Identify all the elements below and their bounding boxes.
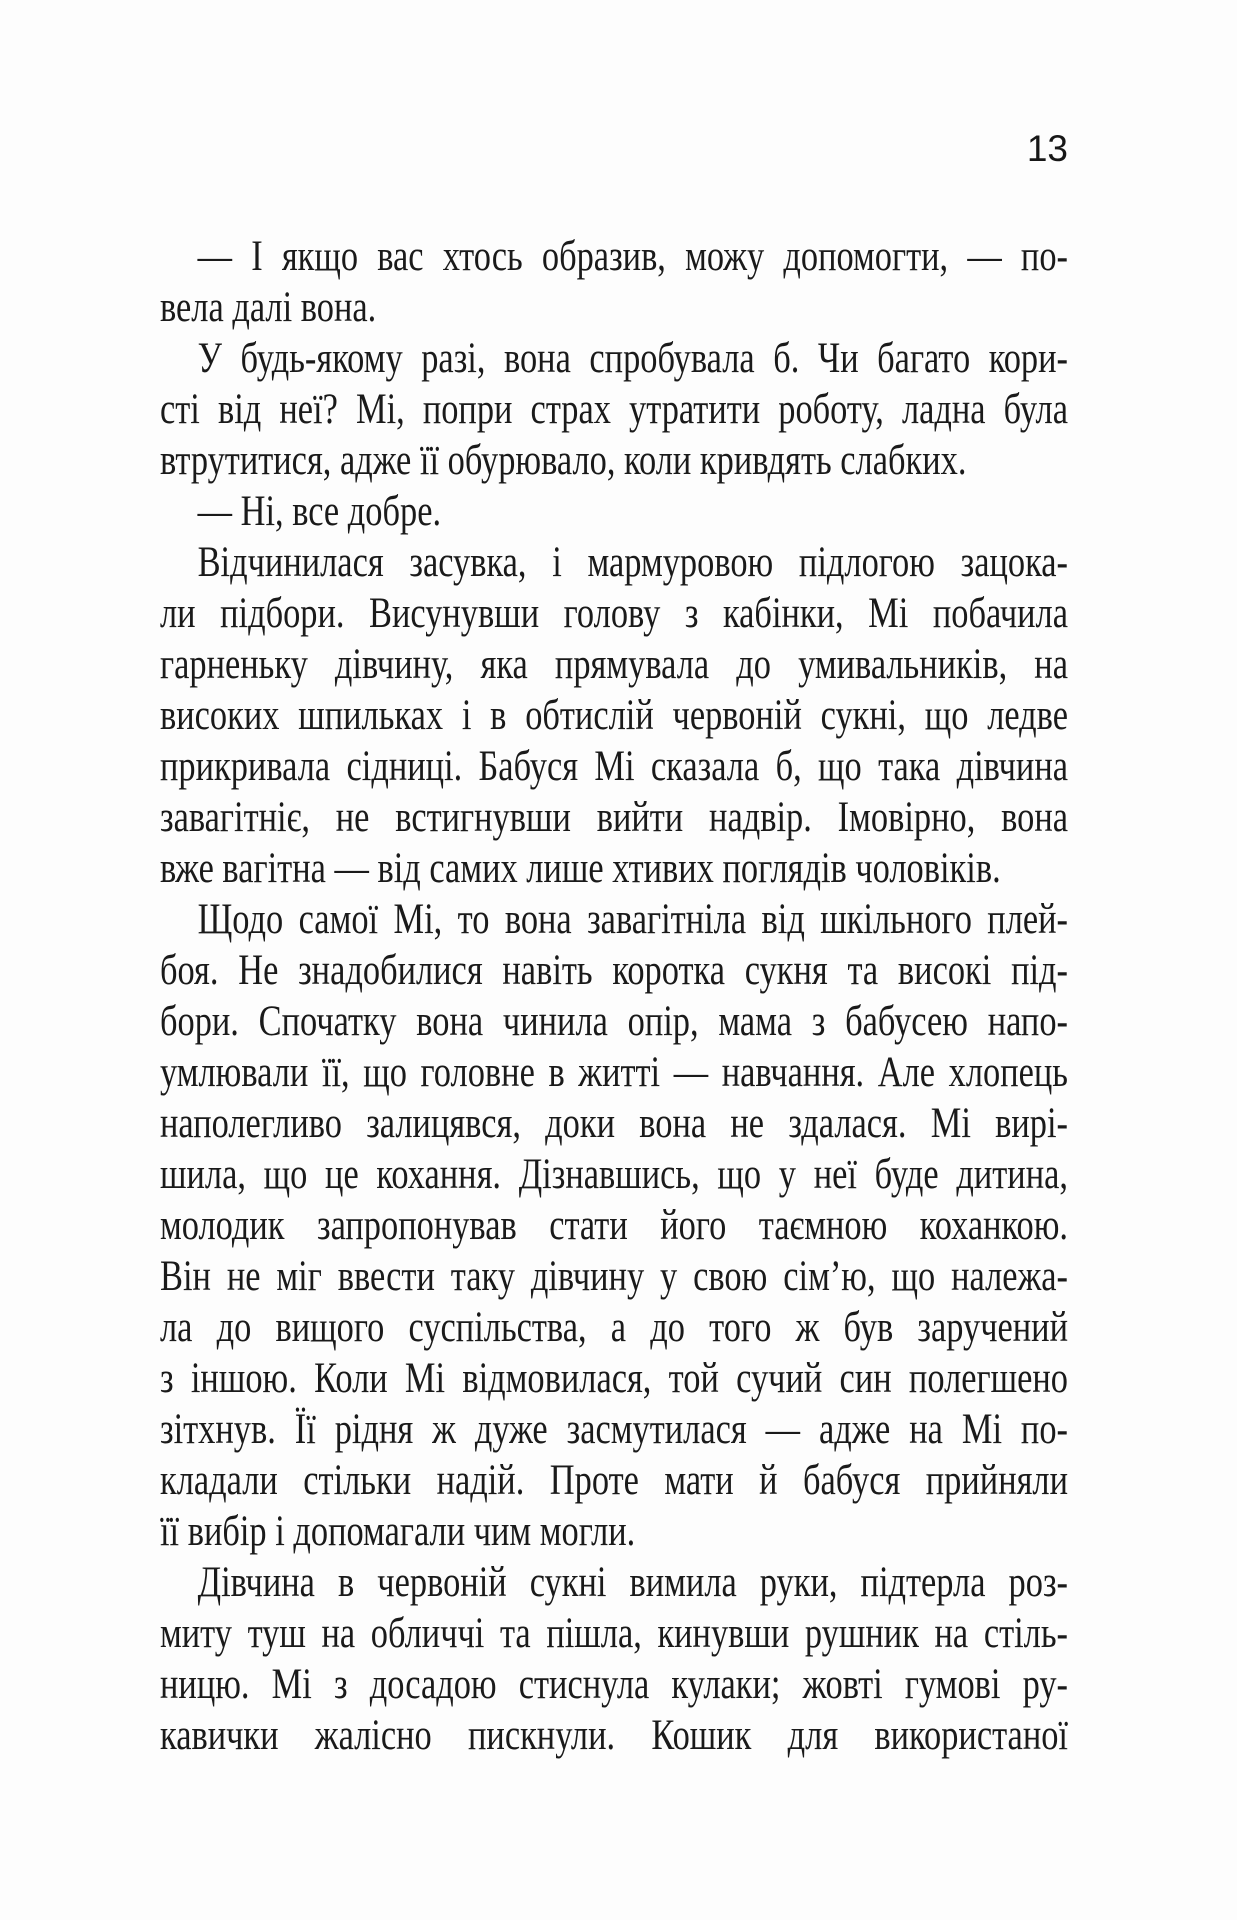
text-line: з іншою. Коли Мі відмовилася, той сучий син полегшено <box>160 1355 1068 1402</box>
text-line: Він не міг ввести таку дівчину у свою сім’ю, що належа- <box>160 1253 1068 1300</box>
text-line: її вибір і допомагали чим могли. <box>160 1508 636 1555</box>
text-line: Дівчина в червоній сукні вимила руки, підтерла роз- <box>197 1559 1069 1606</box>
text-line: втрутитися, адже її обурювало, коли кривдять слабких. <box>160 437 967 484</box>
text-line: кавички жалісно пискнули. Кошик для використаної <box>160 1712 1068 1759</box>
text-line: сті від неї? Мі, попри страх утратити роботу, ладна була <box>160 386 1068 433</box>
text-line: умлювали її, що головне в житті — навчання. Але хлопець <box>160 1049 1068 1096</box>
text-line: прикривала сідниці. Бабуся Мі сказала б, що така дівчина <box>160 743 1068 790</box>
text-line: — І якщо вас хтось образив, можу допомогти, — по- <box>197 233 1069 280</box>
text-line: кладали стільки надій. Проте мати й бабуся прийняли <box>160 1457 1068 1504</box>
text-line: завагітніє, не встигнувши вийти надвір. Імовірно, вона <box>160 794 1068 841</box>
text-line: У будь-якому разі, вона спробувала б. Чи багато кори- <box>197 335 1069 382</box>
text-line: миту туш на обличчі та пішла, кинувши рушник на стіль- <box>160 1610 1068 1657</box>
text-line: ницю. Мі з досадою стиснула кулаки; жовті гумові ру- <box>160 1661 1068 1708</box>
text-line: Відчинилася засувка, і мармуровою підлогою зацока- <box>197 539 1069 586</box>
text-line: боя. Не знадобилися навіть коротка сукня та високі під- <box>160 947 1068 994</box>
text-line: вже вагітна — від самих лише хтивих поглядів чоловіків. <box>160 845 1001 892</box>
text-line: шила, що це кохання. Дізнавшись, що у неї буде дитина, <box>160 1151 1068 1198</box>
text-line: бори. Спочатку вона чинила опір, мама з бабусею напо- <box>160 998 1068 1045</box>
text-line: ли підбори. Висунувши голову з кабінки, Мі побачила <box>160 590 1068 637</box>
page-number: 13 <box>1026 128 1068 169</box>
body-text <box>160 231 1068 1761</box>
text-line: ла до вищого суспільства, а до того ж був заручений <box>160 1304 1068 1351</box>
text-line: зітхнув. Її рідня ж дуже засмутилася — адже на Мі по- <box>160 1406 1068 1453</box>
text-line: Щодо самої Мі, то вона завагітніла від шкільного плей- <box>197 896 1069 943</box>
text-line: молодик запропонував стати його таємною коханкою. <box>160 1202 1068 1249</box>
text-line: вела далі вона. <box>160 284 377 331</box>
text-line: високих шпильках і в обтислій червоній сукні, що ледве <box>160 692 1068 739</box>
text-line: наполегливо залицявся, доки вона не здалася. Мі вирі- <box>160 1100 1068 1147</box>
text-line: — Ні, все добре. <box>197 488 442 535</box>
text-line: гарненьку дівчину, яка прямувала до умивальників, на <box>160 641 1068 688</box>
